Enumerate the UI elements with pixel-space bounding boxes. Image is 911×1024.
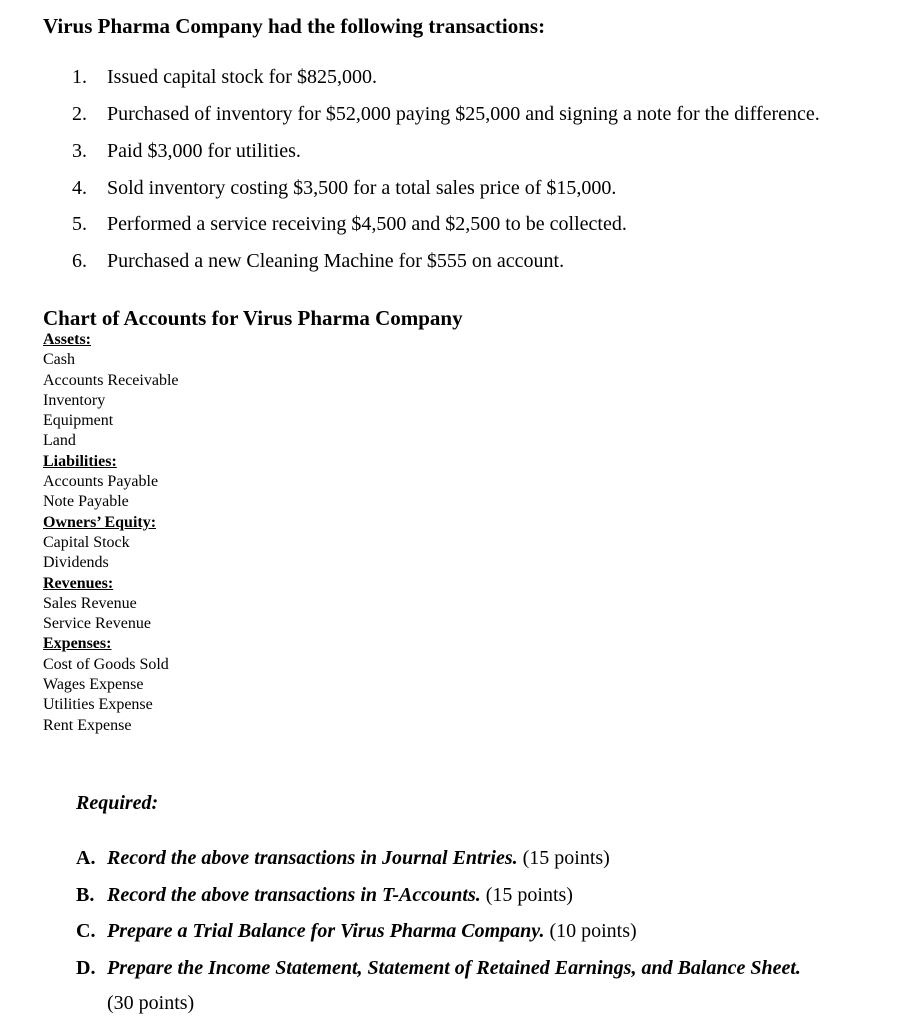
page-heading: Virus Pharma Company had the following transactions: — [43, 14, 546, 38]
transaction-text: Purchased of inventory for $52,000 paying $25,000 and signing a note for the difference. — [107, 103, 820, 125]
transaction-number: 2. — [72, 103, 87, 125]
expenses-heading: Expenses: — [43, 635, 112, 653]
transaction-item-4 — [72, 175, 616, 201]
transaction-text: Sold inventory costing $3,500 for a total sales price of $15,000. — [107, 177, 617, 199]
account-item: Capital Stock — [43, 533, 130, 551]
transaction-text: Purchased a new Cleaning Machine for $555 on account. — [107, 250, 565, 272]
account-item: Dividends — [43, 554, 109, 572]
account-item: Utilities Expense — [43, 696, 153, 714]
liabilities-heading: Liabilities: — [43, 452, 117, 470]
requirement-item-c — [76, 918, 637, 944]
transaction-number: 3. — [72, 140, 87, 162]
transaction-item-3 — [72, 138, 301, 164]
requirement-letter: B. — [76, 884, 95, 906]
transaction-text: Performed a service receiving $4,500 and $2,500 to be collected. — [107, 213, 627, 235]
account-item: Sales Revenue — [43, 594, 137, 612]
account-item: Service Revenue — [43, 615, 151, 633]
revenues-heading: Revenues: — [43, 574, 114, 592]
requirement-item-a — [76, 845, 610, 871]
required-heading: Required: — [76, 792, 159, 814]
requirement-task: Record the above transactions in T-Accounts. — [107, 884, 481, 906]
account-item: Land — [43, 432, 76, 450]
chart-of-accounts-title: Chart of Accounts for Virus Pharma Company — [43, 306, 463, 330]
account-item: Rent Expense — [43, 716, 132, 734]
transaction-number: 6. — [72, 250, 87, 272]
account-item: Inventory — [43, 391, 106, 409]
requirement-letter: C. — [76, 920, 96, 942]
account-item: Accounts Receivable — [43, 371, 179, 389]
account-item: Wages Expense — [43, 676, 144, 694]
requirement-task: Record the above transactions in Journal Entries. — [107, 847, 518, 869]
transaction-number: 4. — [72, 177, 87, 199]
requirement-points: (15 points) — [485, 884, 573, 906]
account-item: Cash — [43, 351, 75, 369]
requirement-item-d — [76, 955, 801, 981]
requirement-item-b — [76, 882, 573, 908]
transaction-item-2 — [72, 101, 820, 127]
transaction-number: 5. — [72, 213, 87, 235]
requirement-task: Prepare the Income Statement, Statement of Retained Earnings, and Balance Sheet. — [107, 957, 801, 979]
requirement-points: (15 points) — [522, 847, 610, 869]
transaction-text: Issued capital stock for $825,000. — [107, 66, 377, 88]
transaction-item-6 — [72, 248, 564, 274]
assets-heading: Assets: — [43, 331, 91, 348]
requirement-task: Prepare a Trial Balance for Virus Pharma Company. — [107, 920, 545, 942]
requirement-points: (10 points) — [549, 920, 637, 942]
chart-of-accounts — [43, 330, 179, 736]
account-item: Note Payable — [43, 493, 129, 511]
owners-equity-heading: Owners’ Equity: — [43, 513, 157, 531]
requirement-points-d: (30 points) — [107, 992, 195, 1014]
requirement-letter: A. — [76, 847, 96, 869]
requirement-letter: D. — [76, 957, 96, 979]
account-item: Equipment — [43, 412, 114, 430]
account-item: Cost of Goods Sold — [43, 655, 169, 673]
account-item: Accounts Payable — [43, 473, 159, 491]
transaction-text: Paid $3,000 for utilities. — [107, 140, 301, 162]
transaction-number: 1. — [72, 66, 87, 88]
transaction-item-5 — [72, 211, 627, 237]
transaction-item-1 — [72, 64, 377, 90]
